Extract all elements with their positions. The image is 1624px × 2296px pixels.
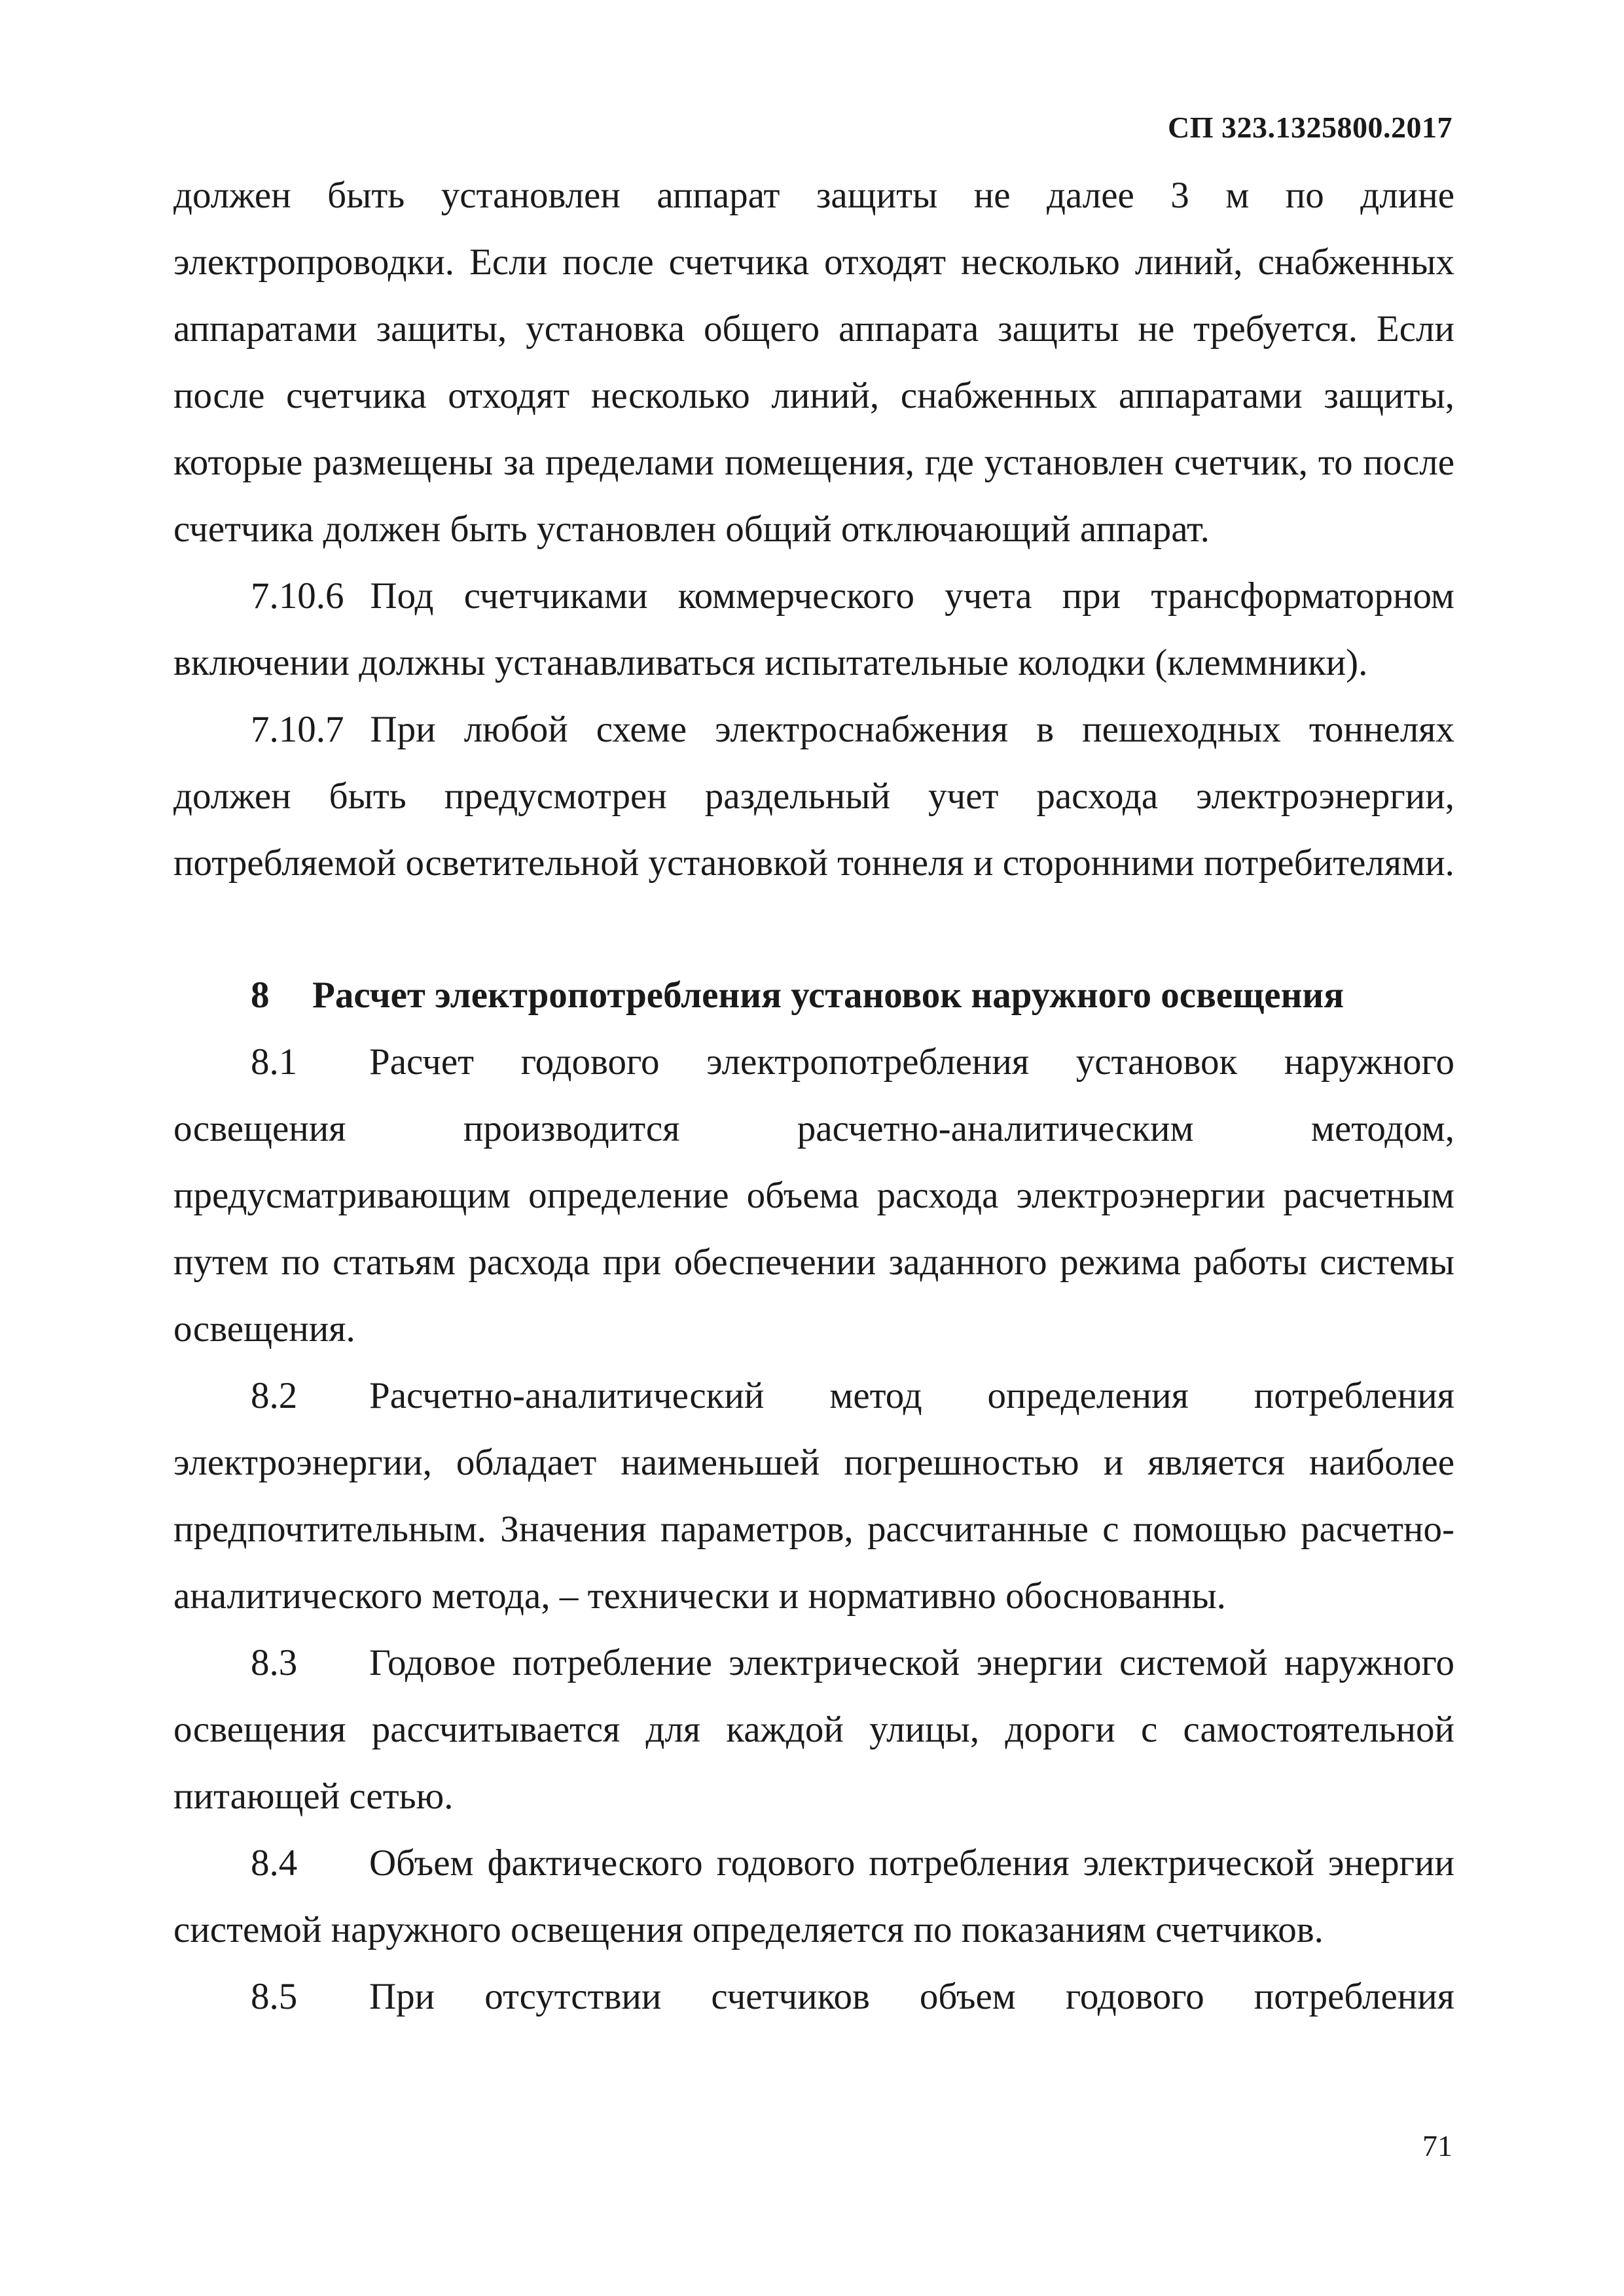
clause-number: 8.3 xyxy=(251,1642,298,1683)
section-heading xyxy=(173,962,1454,1029)
clause-number: 7.10.7 xyxy=(251,709,344,750)
clause-text: Расчетно-аналитический метод определения потребления электроэнергии, обладает наименьшей погрешностью и является наиболее предпочтительным. Значения параметров, рассчитанные с помощью расчетно-аналитического метода, – технически и нормативно обоснованны. xyxy=(173,1375,1454,1617)
paragraph-8-5 xyxy=(173,1964,1454,2030)
paragraph-8-1 xyxy=(173,1029,1454,1363)
clause-text: При любой схеме электроснабжения в пешеходных тоннелях должен быть предусмотрен раздельный учет расхода электроэнергии, потребляемой осветительной установкой тоннеля и сторонними потребителями. xyxy=(173,709,1454,884)
page-body xyxy=(173,162,1454,2030)
clause-number: 8.1 xyxy=(251,1041,298,1083)
section-title: Расчет электропотребления установок наружного освещения xyxy=(312,975,1344,1016)
clause-number: 8.5 xyxy=(251,1976,298,2017)
paragraph-7-10-7 xyxy=(173,696,1454,897)
clause-number: 7.10.6 xyxy=(251,575,344,617)
paragraph-8-4 xyxy=(173,1830,1454,1964)
clause-text: Годовое потребление электрической энергии системой наружного освещения рассчитывается для каждой улицы, дороги с самостоятельной питающей сетью. xyxy=(173,1642,1454,1817)
clause-text: Расчет годового электропотребления установок наружного освещения производится расчетно-аналитическим методом, предусматривающим определение объема расхода электроэнергии расчетным путем по статьям расхода при обеспечении заданного режима работы системы освещения. xyxy=(173,1041,1454,1350)
section-number: 8 xyxy=(251,975,270,1016)
clause-number: 8.2 xyxy=(251,1375,298,1416)
paragraph-7-10-6 xyxy=(173,563,1454,696)
clause-text: Под счетчиками коммерческого учета при трансформаторном включении должны устанавливаться испытательные колодки (клеммники). xyxy=(173,575,1454,683)
clause-number: 8.4 xyxy=(251,1842,298,1884)
page-number: 71 xyxy=(1422,2129,1453,2162)
paragraph-continuation: должен быть установлен аппарат защиты не далее 3 м по длине электропроводки. Если после счетчика отходят несколько линий, снабженных аппаратами защиты, установка общего аппарата защиты не требуется. Если после счетчика отходят несколько линий, снабженных аппаратами защиты, которые размещены за пределами помещения, где установлен счетчик, то после счетчика должен быть установлен общий отключающий аппарат. xyxy=(173,175,1454,550)
clause-text: При отсутствии счетчиков объем годового потребления xyxy=(369,1976,1454,2017)
paragraph-8-2 xyxy=(173,1363,1454,1630)
paragraph-8-3 xyxy=(173,1630,1454,1830)
document-code-header: СП 323.1325800.2017 xyxy=(1168,111,1453,144)
clause-text: Объем фактического годового потребления электрической энергии системой наружного освещения определяется по показаниям счетчиков. xyxy=(173,1842,1454,1950)
